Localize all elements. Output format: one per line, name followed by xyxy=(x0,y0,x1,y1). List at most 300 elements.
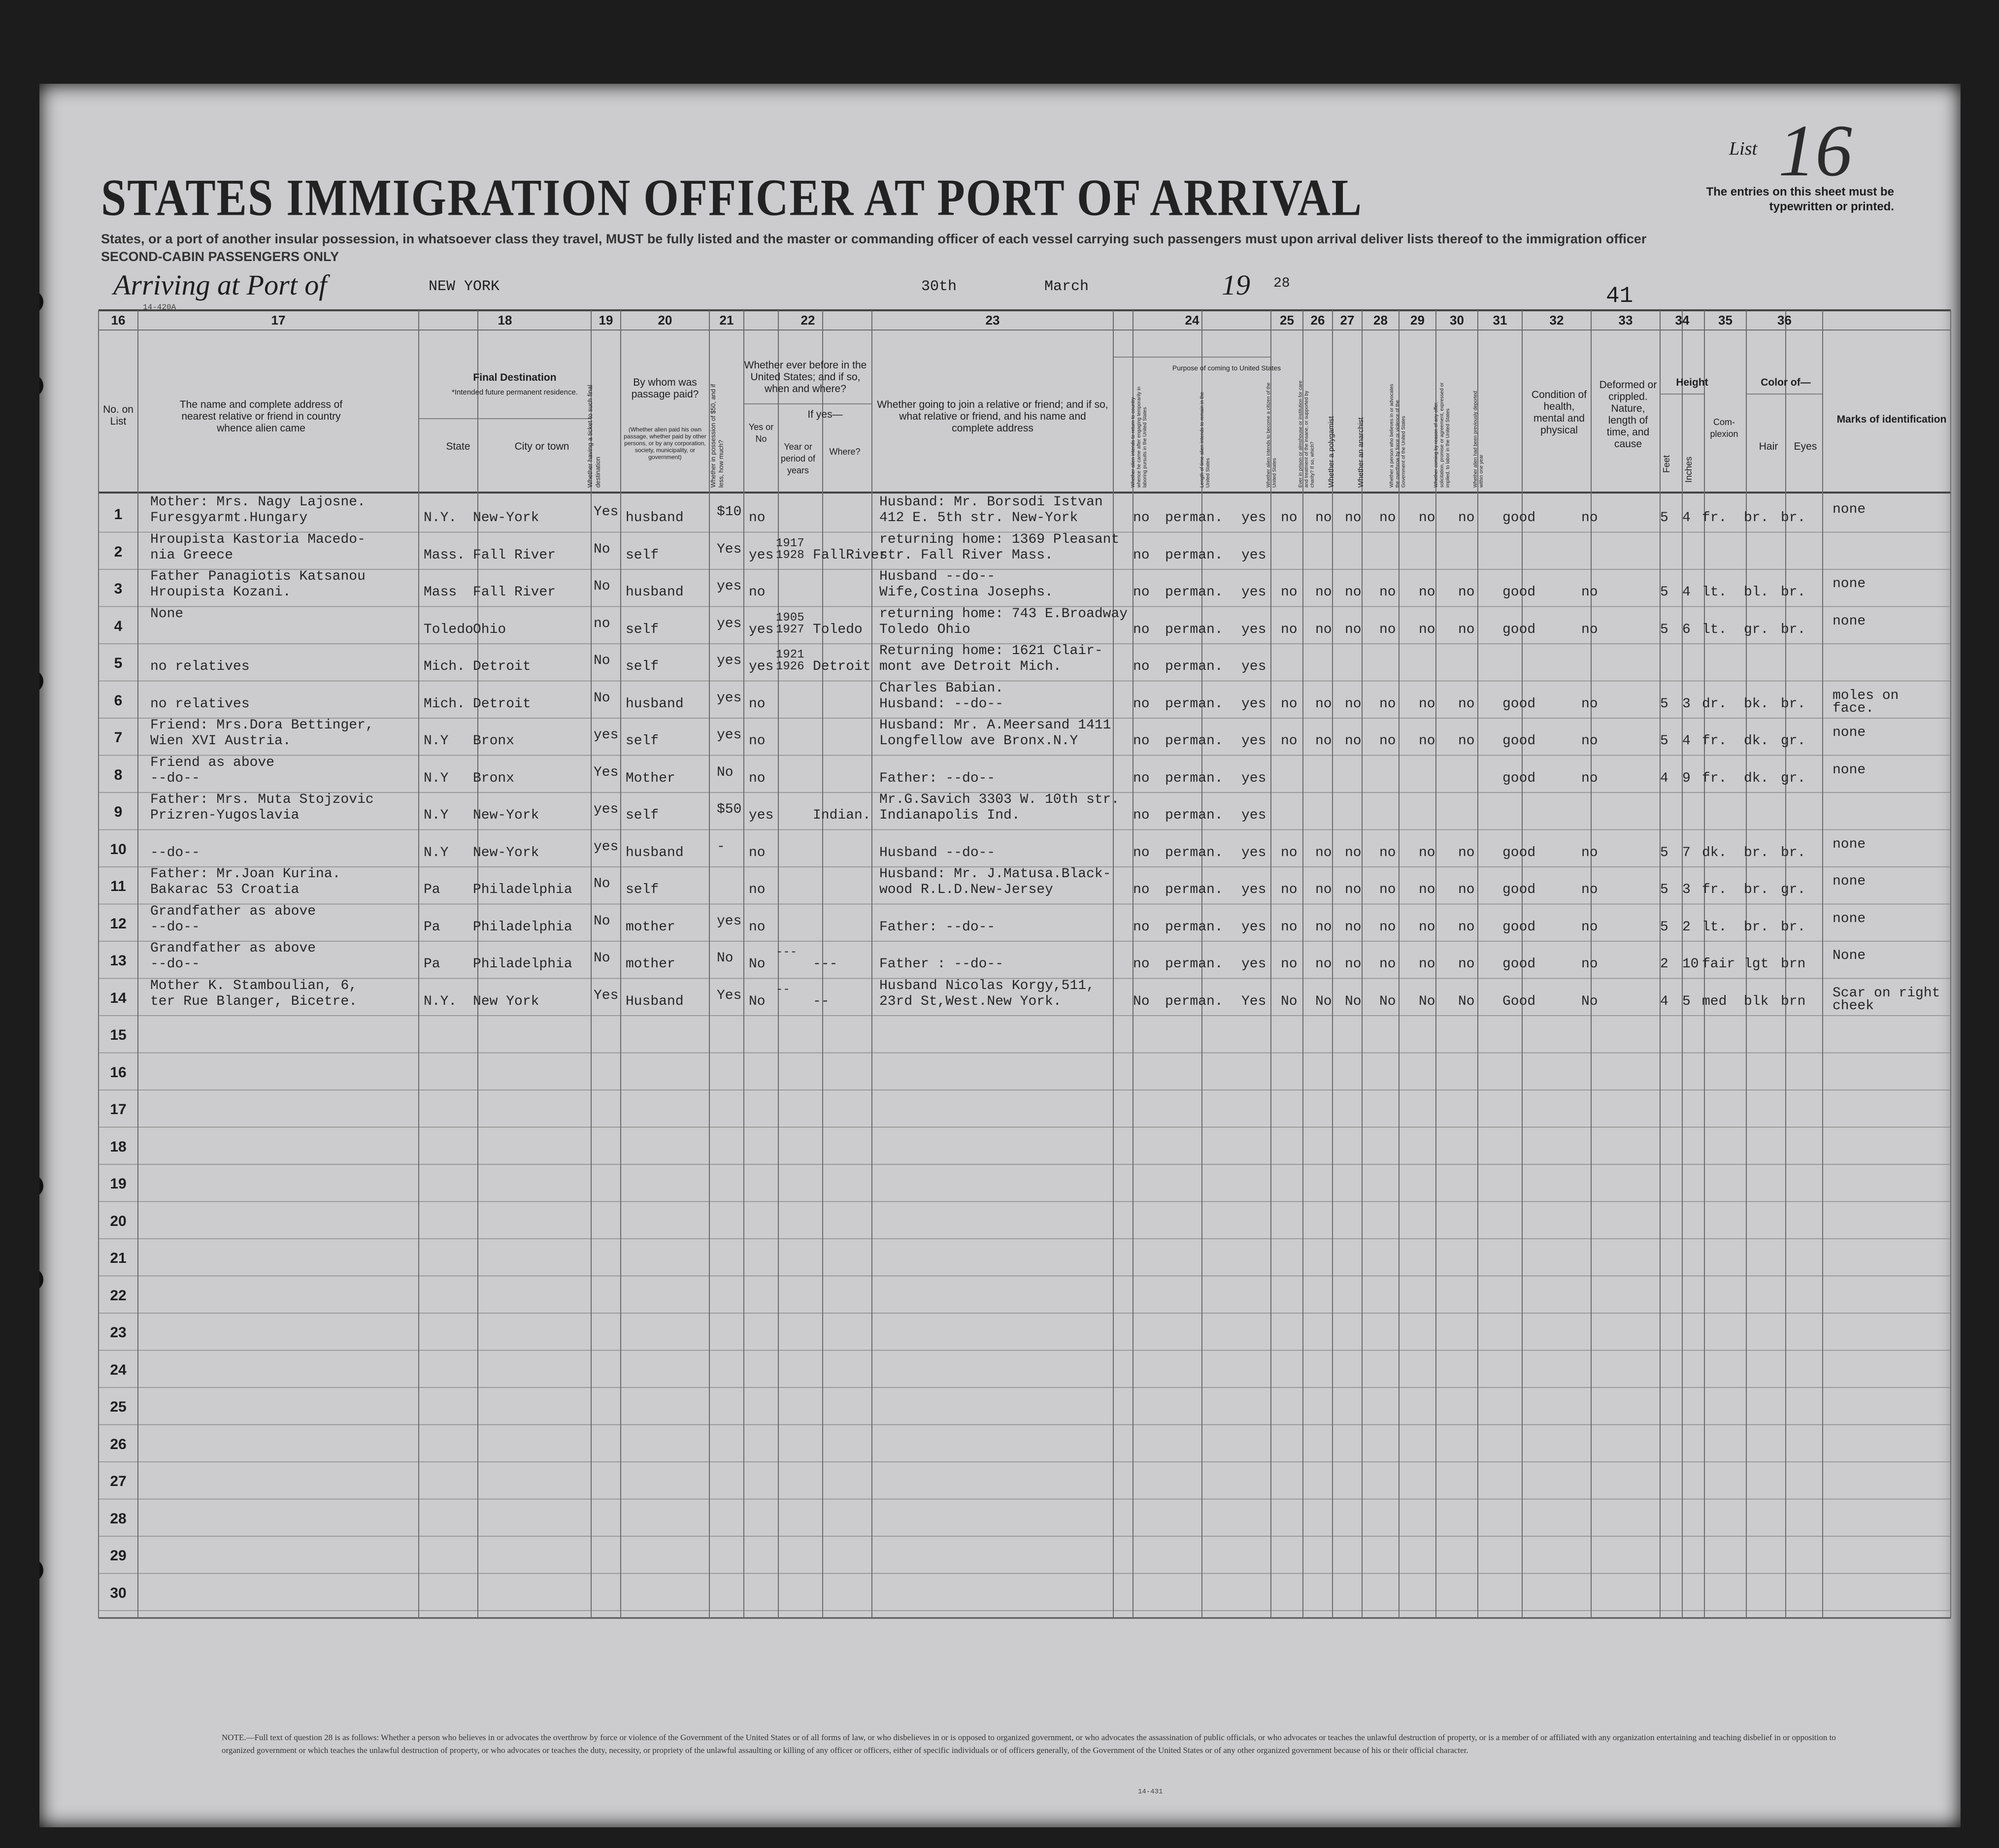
row-rel1: None xyxy=(150,606,184,622)
page-number: 41 xyxy=(1606,283,1633,309)
row-rel2: --do-- xyxy=(150,770,200,786)
header-ticket: Whether having a ticket to such final destination xyxy=(586,385,601,488)
row-length: perman. xyxy=(1165,770,1223,786)
row-number: 1 xyxy=(114,506,123,523)
row-deform: no xyxy=(1581,510,1598,526)
row-ret: no xyxy=(1133,770,1150,786)
row-join2: Husband: --do-- xyxy=(879,696,1004,712)
row-labor: no xyxy=(1419,585,1435,600)
column-number: 28 xyxy=(1373,313,1388,328)
row-state: N.Y. xyxy=(424,510,457,526)
row-health: good xyxy=(1502,919,1536,935)
entries-note: The entries on this sheet must be typewritten or printed. xyxy=(1706,185,1894,213)
row-join2: Father: --do-- xyxy=(879,770,996,786)
row-health: good xyxy=(1502,510,1536,526)
row-ticket: yes xyxy=(594,802,619,817)
row-hair: br. xyxy=(1744,510,1769,526)
row-eyes: br. xyxy=(1781,585,1806,600)
row-feet: 5 xyxy=(1660,919,1668,935)
row-rel2: no relatives xyxy=(150,659,250,674)
row-health: good xyxy=(1502,622,1536,637)
row-before: no xyxy=(749,770,766,786)
row-over: no xyxy=(1379,845,1396,860)
row-marks: Scar on right cheek xyxy=(1832,985,1940,1014)
row-marks: none xyxy=(1832,836,1866,852)
header-final-destination: Final Destination xyxy=(473,372,557,383)
header-color-of: Color of— xyxy=(1761,377,1811,388)
year-suffix: 28 xyxy=(1273,276,1290,291)
header-feet: Feet xyxy=(1662,455,1671,473)
row-hair: blk xyxy=(1744,993,1769,1009)
row-dep: No xyxy=(1458,993,1475,1009)
row-labor: no xyxy=(1419,696,1435,712)
row-dep: no xyxy=(1458,585,1475,600)
row-number: 14 xyxy=(110,990,127,1006)
header-passage-paid: By whom was passage paid? xyxy=(631,377,699,400)
row-eyes: gr. xyxy=(1781,770,1806,786)
row-deform: no xyxy=(1581,919,1598,935)
row-complexion: med xyxy=(1702,993,1727,1009)
row-money: Yes xyxy=(717,988,742,1003)
row-health: good xyxy=(1502,585,1536,600)
page-title: STATES IMMIGRATION OFFICER AT PORT OF ARRIVAL xyxy=(101,168,1363,227)
row-state: Mass. xyxy=(424,547,466,563)
row-feet: 5 xyxy=(1660,585,1668,600)
header-deformed: Deformed or crippled. Nature, length of time, and cause xyxy=(1599,379,1657,450)
row-labor: no xyxy=(1419,510,1435,526)
row-length: perman. xyxy=(1165,882,1223,897)
row-complexion: fr. xyxy=(1702,770,1727,786)
row-paid: Mother xyxy=(626,770,675,786)
row-inches: 3 xyxy=(1682,882,1691,897)
row-number: 18 xyxy=(110,1138,127,1155)
row-dep: no xyxy=(1458,733,1475,749)
row-before: yes xyxy=(749,659,774,674)
form-number-bottom: 14-431 xyxy=(1138,1788,1163,1796)
row-hair: dk. xyxy=(1744,733,1769,749)
row-deform: no xyxy=(1581,585,1598,600)
header-where: Where? xyxy=(829,447,861,457)
row-prison: no xyxy=(1281,882,1298,897)
row-length: perman. xyxy=(1165,622,1223,637)
row-before: no xyxy=(749,882,766,897)
header-nearest-relative: The name and complete address of nearest relative or friend in country whence alien came xyxy=(179,399,343,434)
row-number: 12 xyxy=(110,915,127,932)
row-health: good xyxy=(1502,696,1536,712)
row-complexion: dr. xyxy=(1702,696,1727,712)
row-length: perman. xyxy=(1165,919,1223,935)
column-number: 27 xyxy=(1340,313,1355,328)
row-rel2: Furesgyarmt.Hungary xyxy=(150,510,308,526)
row-where: Indian. xyxy=(813,808,871,823)
row-labor: no xyxy=(1419,882,1435,897)
row-ret: no xyxy=(1133,808,1150,823)
row-rel2: Hroupista Kozani. xyxy=(150,585,291,600)
row-deform: no xyxy=(1581,957,1598,972)
row-number: 26 xyxy=(110,1436,127,1452)
row-paid: self xyxy=(626,808,659,823)
row-labor: no xyxy=(1419,845,1435,860)
row-eyes: br. xyxy=(1781,622,1806,637)
row-health: good xyxy=(1502,733,1536,749)
row-join1: Husband: Mr. Borsodi Istvan xyxy=(879,495,1103,510)
column-number: 22 xyxy=(800,313,815,328)
row-feet: 5 xyxy=(1660,622,1668,637)
row-number: 15 xyxy=(110,1027,127,1043)
row-city: Philadelphia xyxy=(473,882,572,897)
row-labor: no xyxy=(1419,919,1435,935)
row-prison: no xyxy=(1281,585,1298,600)
row-prison: no xyxy=(1281,919,1298,935)
column-number: 30 xyxy=(1450,313,1464,328)
row-ticket: Yes xyxy=(594,504,619,520)
row-hair: br. xyxy=(1744,919,1769,935)
row-paid: husband xyxy=(626,845,684,860)
row-ret: no xyxy=(1133,547,1150,563)
row-citizen: yes xyxy=(1241,882,1266,897)
row-money: No xyxy=(717,764,733,780)
row-state: Toledo xyxy=(424,622,473,637)
row-number: 6 xyxy=(114,692,123,709)
column-number: 20 xyxy=(658,313,672,328)
row-rel1: Grandfather as above xyxy=(150,903,316,919)
row-rel1: Father: Mr.Joan Kurina. xyxy=(150,866,341,882)
row-inches: 4 xyxy=(1682,510,1691,526)
row-length: perman. xyxy=(1165,808,1223,823)
row-paid: self xyxy=(626,733,659,749)
row-money: Yes xyxy=(717,541,742,557)
row-city: New York xyxy=(473,993,539,1009)
row-ticket: No xyxy=(594,541,610,557)
row-number: 29 xyxy=(110,1548,127,1564)
row-prison: no xyxy=(1281,622,1298,637)
row-money: - xyxy=(717,839,725,855)
row-marks: None xyxy=(1832,948,1866,963)
row-rel1: Grandfather as above xyxy=(150,941,316,956)
row-join1: Husband: Mr. A.Meersand 1411 xyxy=(879,718,1111,733)
row-rel2: nia Greece xyxy=(150,547,233,563)
row-money: yes xyxy=(717,653,742,668)
row-rel1: Mother: Mrs. Nagy Lajosne. xyxy=(150,495,366,510)
year-prefix: 19 xyxy=(1222,269,1250,301)
row-complexion: fair xyxy=(1702,957,1735,972)
row-join1: Husband: Mr. J.Matusa.Black- xyxy=(879,866,1111,882)
row-paid: mother xyxy=(626,957,675,972)
row-join2: Father : --do-- xyxy=(879,957,1004,972)
row-poly: no xyxy=(1315,585,1332,600)
row-citizen: yes xyxy=(1241,919,1266,935)
row-number: 3 xyxy=(114,581,123,597)
row-state: N.Y. xyxy=(424,993,457,1009)
row-rel2: no relatives xyxy=(150,696,250,712)
row-length: perman. xyxy=(1165,957,1223,972)
row-length: perman. xyxy=(1165,733,1223,749)
row-join2: Toledo Ohio xyxy=(879,622,970,637)
subtitle: States, or a port of another insular possession, in whatsoever class they travel, MUST be fully listed and the master or commanding officer of each vessel carrying such passengers must upon arrival deliver lists thereof to the immigration officer xyxy=(101,231,1647,246)
header-prison: Ever in prison or almshouse or institution for care and treatment of the insane, or supported by charity? If so, which? xyxy=(1298,380,1315,488)
row-citizen: yes xyxy=(1241,957,1266,972)
row-length: perman. xyxy=(1165,585,1223,600)
row-ret: no xyxy=(1133,659,1150,674)
row-city: Bronx xyxy=(473,770,515,786)
row-number: 11 xyxy=(110,878,126,894)
row-inches: 7 xyxy=(1682,845,1691,860)
row-ret: no xyxy=(1133,510,1150,526)
row-complexion: lt. xyxy=(1702,622,1727,637)
row-citizen: yes xyxy=(1241,585,1266,600)
header-polygamist: Whether a polygamist xyxy=(1327,416,1335,488)
row-rel2: ter Rue Blanger, Bicetre. xyxy=(150,993,358,1009)
row-complexion: fr. xyxy=(1702,882,1727,897)
row-number: 8 xyxy=(114,766,123,783)
row-anarch: no xyxy=(1345,845,1362,860)
footnote: NOTE.—Full text of question 28 is as follows: Whether a person who believes in or advocates the overthrow by force or violence of the Government of the United States or of all forms of law, or who disbelieves in or is opposed to organized government, or who advocates the assassination of public officials, or who advocates or teaches the unlawful destruction of property, or is a member of or affiliated with any organization entertaining and teaching disbelief in or opposition to organized government or which teaches the unlawful destruction of property, or who advocates or teaches the duty, necessity, or propriety of the unlawful assaulting or killing of any officer or officers, either of specific individuals or of officers generally, of the Government of the United States or of any other organized government because of his or their official character. xyxy=(222,1733,1836,1755)
header-city: City or town xyxy=(514,441,569,452)
header-eyes: Eyes xyxy=(1794,441,1817,452)
header-purpose: Purpose of coming to United States xyxy=(1172,364,1281,372)
header-health: Condition of health, mental and physical xyxy=(1531,389,1587,436)
row-rel1: Friend: Mrs.Dora Bettinger, xyxy=(150,718,374,733)
row-money: yes xyxy=(717,727,742,743)
row-citizen: yes xyxy=(1241,622,1266,637)
row-ticket: Yes xyxy=(594,988,619,1003)
row-before: no xyxy=(749,919,766,935)
row-citizen: yes xyxy=(1241,547,1266,563)
row-marks: none xyxy=(1832,613,1866,629)
row-marks: none xyxy=(1832,502,1866,517)
row-before: yes xyxy=(749,547,774,563)
row-state: Pa xyxy=(424,882,440,897)
row-over: no xyxy=(1379,696,1396,712)
header-anarchist: Whether an anarchist xyxy=(1357,417,1365,488)
row-hair: br. xyxy=(1744,882,1769,897)
row-health: good xyxy=(1502,957,1536,972)
row-over: no xyxy=(1379,919,1396,935)
row-before: no xyxy=(749,733,766,749)
header-overthrow: Whether a person who believes in or advocates the overthrow by force or violence of the Government of the United States xyxy=(1389,384,1406,488)
row-ret: no xyxy=(1133,845,1150,860)
row-prison: no xyxy=(1281,510,1298,526)
row-number: 21 xyxy=(110,1250,127,1266)
row-state: Pa xyxy=(424,957,440,972)
row-poly: no xyxy=(1315,510,1332,526)
row-city: Fall River xyxy=(473,547,556,563)
column-number: 26 xyxy=(1310,313,1325,328)
row-ret: no xyxy=(1133,882,1150,897)
row-number: 28 xyxy=(110,1510,127,1527)
row-citizen: yes xyxy=(1241,733,1266,749)
table-grid xyxy=(39,84,1961,1827)
row-years: --- xyxy=(776,946,798,959)
row-before: no xyxy=(749,696,766,712)
row-prison: no xyxy=(1281,845,1298,860)
row-hair: lgt xyxy=(1744,957,1769,972)
row-join2: Father: --do-- xyxy=(879,919,996,935)
row-paid: husband xyxy=(626,510,684,526)
header-before-us: Whether ever before in the United States; and if so, when and where? xyxy=(744,360,867,395)
row-money: yes xyxy=(717,913,742,929)
column-number: 19 xyxy=(599,313,613,328)
row-citizen: yes xyxy=(1241,659,1266,674)
row-inches: 2 xyxy=(1682,919,1691,935)
row-state: Pa xyxy=(424,919,440,935)
row-dep: no xyxy=(1458,845,1475,860)
row-over: no xyxy=(1379,957,1396,972)
row-rel2: Wien XVI Austria. xyxy=(150,733,291,749)
row-paid: self xyxy=(626,547,659,563)
column-number: 29 xyxy=(1410,313,1425,328)
row-eyes: br. xyxy=(1781,696,1806,712)
row-number: 5 xyxy=(114,655,123,671)
row-ret: no xyxy=(1133,919,1150,935)
row-city: New-York xyxy=(473,845,539,860)
row-join2: Longfellow ave Bronx.N.Y xyxy=(879,733,1078,749)
header-marks: Marks of identification xyxy=(1836,414,1947,425)
row-deform: no xyxy=(1581,770,1598,786)
row-eyes: br. xyxy=(1781,919,1806,935)
arriving-label: Arriving at Port of xyxy=(113,269,327,301)
row-anarch: no xyxy=(1345,696,1362,712)
row-deform: no xyxy=(1581,882,1598,897)
row-poly: No xyxy=(1315,993,1332,1009)
row-city: Detroit xyxy=(473,696,531,712)
row-ret: no xyxy=(1133,622,1150,637)
row-anarch: no xyxy=(1345,957,1362,972)
row-rel1: Friend as above xyxy=(150,755,275,770)
row-prison: no xyxy=(1281,696,1298,712)
passenger-class: SECOND-CABIN PASSENGERS ONLY xyxy=(101,249,339,264)
day-value: 30th xyxy=(921,278,957,295)
row-ret: no xyxy=(1133,957,1150,972)
row-eyes: br. xyxy=(1781,510,1806,526)
row-number: 2 xyxy=(114,543,123,560)
row-over: no xyxy=(1379,510,1396,526)
row-rel1: Father Panagiotis Katsanou xyxy=(150,569,366,584)
row-anarch: No xyxy=(1345,993,1362,1009)
row-join2: mont ave Detroit Mich. xyxy=(879,659,1062,674)
row-number: 30 xyxy=(110,1584,127,1601)
row-anarch: no xyxy=(1345,733,1362,749)
row-ticket: no xyxy=(594,616,610,631)
row-ticket: No xyxy=(594,653,610,668)
row-join1: Charles Babian. xyxy=(879,680,1004,696)
row-number: 4 xyxy=(114,618,123,634)
row-number: 10 xyxy=(110,841,127,858)
column-number: 35 xyxy=(1718,313,1732,328)
row-inches: 4 xyxy=(1682,585,1691,600)
row-years: 1917 1928 xyxy=(776,536,804,562)
row-eyes: brn xyxy=(1781,957,1806,972)
row-prison: No xyxy=(1281,993,1298,1009)
row-number: 23 xyxy=(110,1324,127,1341)
row-length: perman. xyxy=(1165,547,1223,563)
header-complexion: Com-plexion xyxy=(1710,417,1738,439)
row-health: Good xyxy=(1502,993,1536,1009)
row-ticket: No xyxy=(594,579,610,594)
row-eyes: br. xyxy=(1781,845,1806,860)
row-join2: 23rd St,West.New York. xyxy=(879,993,1062,1009)
row-state: N.Y xyxy=(424,808,449,823)
row-poly: no xyxy=(1315,919,1332,935)
row-before: No xyxy=(749,993,766,1009)
row-state: Mich. xyxy=(424,696,466,712)
row-length: perman. xyxy=(1165,993,1223,1009)
column-number: 24 xyxy=(1185,313,1199,328)
row-join2: str. Fall River Mass. xyxy=(879,547,1053,563)
row-ticket: yes xyxy=(594,839,619,855)
header-state: State xyxy=(446,441,470,452)
row-ticket: Yes xyxy=(594,764,619,780)
row-labor: No xyxy=(1419,993,1435,1009)
row-marks: none xyxy=(1832,725,1866,740)
row-number: 25 xyxy=(110,1399,127,1415)
row-state: N.Y xyxy=(424,770,449,786)
row-complexion: lt. xyxy=(1702,919,1727,935)
header-purpose-citizen: Whether alien intends to become a citizen of the United States xyxy=(1266,382,1277,488)
row-inches: 9 xyxy=(1682,770,1691,786)
row-number: 7 xyxy=(114,729,123,746)
row-deform: no xyxy=(1581,622,1598,637)
row-inches: 6 xyxy=(1682,622,1691,637)
row-city: Philadelphia xyxy=(473,919,572,935)
row-marks: none xyxy=(1832,762,1866,778)
row-complexion: dk. xyxy=(1702,845,1727,860)
row-years: -- xyxy=(776,983,790,996)
row-paid: self xyxy=(626,622,659,637)
row-feet: 4 xyxy=(1660,993,1668,1009)
row-feet: 4 xyxy=(1660,770,1668,786)
row-rel2: Prizren-Yugoslavia xyxy=(150,808,300,823)
row-money: yes xyxy=(717,690,742,706)
row-rel2: --do-- xyxy=(150,845,200,860)
row-poly: no xyxy=(1315,882,1332,897)
row-anarch: no xyxy=(1345,585,1362,600)
row-prison: no xyxy=(1281,957,1298,972)
row-number: 22 xyxy=(110,1287,127,1304)
row-rel1: Father: Mrs. Muta Stojzovic xyxy=(150,792,374,807)
row-poly: no xyxy=(1315,696,1332,712)
row-join1: Husband Nicolas Korgy,511, xyxy=(879,978,1095,993)
row-join2: 412 E. 5th str. New-York xyxy=(879,510,1078,526)
row-anarch: no xyxy=(1345,622,1362,637)
row-health: good xyxy=(1502,770,1536,786)
row-number: 9 xyxy=(114,804,123,820)
row-state: Mass xyxy=(424,585,457,600)
row-deform: no xyxy=(1581,696,1598,712)
header-height: Height xyxy=(1676,377,1708,388)
row-join2: wood R.L.D.New-Jersey xyxy=(879,882,1053,897)
row-ticket: No xyxy=(594,951,610,966)
row-poly: no xyxy=(1315,845,1332,860)
column-number: 16 xyxy=(111,313,126,328)
row-length: perman. xyxy=(1165,510,1223,526)
row-ret: No xyxy=(1133,993,1150,1009)
row-marks: none xyxy=(1832,911,1866,926)
row-dep: no xyxy=(1458,696,1475,712)
row-join2: Indianapolis Ind. xyxy=(879,808,1020,823)
row-city: Detroit xyxy=(473,659,531,674)
row-eyes: gr. xyxy=(1781,882,1806,897)
row-state: N.Y xyxy=(424,733,449,749)
row-rel2: --do-- xyxy=(150,919,200,935)
row-where: -- xyxy=(813,993,830,1009)
row-where: FallRiver xyxy=(813,547,888,563)
row-number: 27 xyxy=(110,1473,127,1489)
row-marks: none xyxy=(1832,874,1866,889)
row-dep: no xyxy=(1458,622,1475,637)
column-number: 21 xyxy=(719,313,734,328)
column-number: 17 xyxy=(271,313,286,328)
